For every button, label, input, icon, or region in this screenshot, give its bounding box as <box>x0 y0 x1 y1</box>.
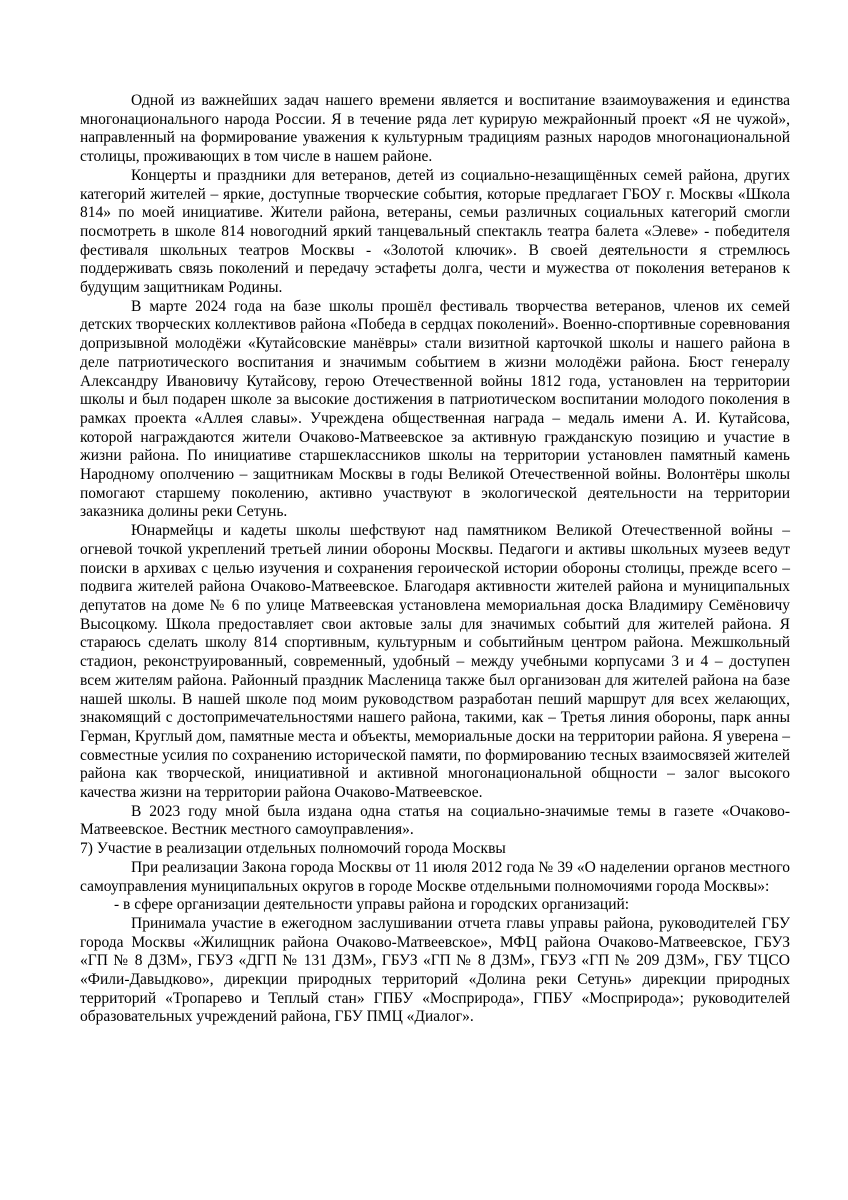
list-item-uprava-sphere: - в сфере организации деятельности управы района и городских организаций: <box>114 896 630 914</box>
paragraph-newspaper-article: В 2023 году мной была издана одна статья на социально-значимые темы в газете «Очаково-Матвеевское. Вестник местного самоуправления». <box>80 802 790 839</box>
paragraph-interethnic-unity: Одной из важнейших задач нашего времени является и воспитание взаимоуважения и единства многонационального народа России. Я в течение ряда лет курирую межрайонный проект «Я не чужой», направленный на формирование уважения к культурным традициям разных народов многонациональной столицы, проживающих в том числе в нашем районе. <box>80 92 790 166</box>
section-heading-moscow-powers: 7) Участие в реализации отдельных полномочий города Москвы <box>80 840 506 858</box>
paragraph-veterans-festival: В марте 2024 года на базе школы прошёл фестиваль творчества ветеранов, членов их семей детских творческих коллективов района «Победа в сердцах поколений». Военно-спортивные соревнования допризывной молодёжи «Кутайсовские манёвры» стали визитной карточкой школы и нашего района в деле патриотического воспитания и значимым событием в жизни молодёжи района. Бюст генералу Александру Ивановичу Кутайсову, герою Отечественной войны 1812 года, установлен на территории школы и был подарен школе за высокие достижения в патриотическом воспитании молодого поколения в рамках проекта «Аллея славы». Учреждена общественная награда – медаль имени А. И. Кутайсова, которой награждаются жители Очаково-Матвеевское за активную гражданскую позицию и участие в жизни района. По инициативе старшеклассников школы на территории установлен памятный камень Народному ополчению – защитникам Москвы в годы Великой Отечественной войны. Волонтёры школы помогают старшему поколению, активно участвуют в экологической деятельности на территории заказника долины реки Сетунь. <box>80 297 790 521</box>
paragraph-moscow-law: При реализации Закона города Москвы от 11 июля 2012 года № 39 «О наделении органов местного самоуправления муниципальных округов в городе Москве отдельными полномочиями города Москвы»: <box>80 858 790 895</box>
document-page <box>80 92 790 1027</box>
paragraph-concerts-and-holidays: Концерты и праздники для ветеранов, детей из социально-незащищённых семей района, других категорий жителей – яркие, доступные творческие события, которые предлагает ГБОУ г. Москвы «Школа 814» по моей инициативе. Жители района, ветераны, семьи различных социальных категорий смогли посмотреть в школе 814 новогодний яркий танцевальный спектакль театра балета «Элеве» - победителя фестиваля школьных театров Москвы - «Золотой ключик». В своей деятельности я стремлюсь поддерживать связь поколений и передачу эстафеты долга, чести и мужества от поколения ветеранов к будущим защитникам Родины. <box>80 166 790 297</box>
paragraph-annual-reports: Принимала участие в ежегодном заслушивании отчета главы управы района, руководителей ГБУ города Москвы «Жилищник района Очаково-Матвеевское», МФЦ района Очаково-Матвеевское, ГБУЗ «ГП № 8 ДЗМ», ГБУЗ «ДГП № 131 ДЗМ», ГБУЗ «ГП № 8 ДЗМ», ГБУЗ «ГП № 209 ДЗМ», ГБУ ТЦСО «Фили-Давыдково», дирекции природных территорий «Долина реки Сетунь» дирекции природных территорий «Тропарево и Теплый стан» ГПБУ «Мосприрода», ГПБУ «Мосприрода»; руководителей образовательных учреждений района, ГБУ ПМЦ «Диалог». <box>80 914 790 1026</box>
paragraph-yunarmiya-and-cadets: Юнармейцы и кадеты школы шефствуют над памятником Великой Отечественной войны – огневой точкой укреплений третьей линии обороны Москвы. Педагоги и активы школьных музеев ведут поиски в архивах с целью изучения и сохранения героической истории обороны столицы, прежде всего – подвига жителей района Очаково-Матвеевское. Благодаря активности жителей района и муниципальных депутатов на доме № 6 по улице Матвеевская установлена мемориальная доска Владимиру Семёновичу Высоцкому. Школа предоставляет свои актовые залы для значимых событий для жителей района. Я стараюсь сделать школу 814 спортивным, культурным и событийным центром района. Межшкольный стадион, реконструированный, современный, удобный – между учебными корпусами 3 и 4 – доступен всем жителям района. Районный праздник Масленица также был организован для жителей района на базе нашей школы. В нашей школе под моим руководством разработан пеший маршрут для всех желающих, знакомящий с достопримечательностями нашего района, такими, как – Третья линия обороны, парк анны Герман, Круглый дом, памятные места и объекты, мемориальные доски на территории района. Я уверена – совместные усилия по сохранению исторической памяти, по формированию тесных взаимосвязей жителей района как творческой, инициативной и активной многонациональной общности – залог высокого качества жизни на территории района Очаково-Матвеевское. <box>80 522 790 802</box>
